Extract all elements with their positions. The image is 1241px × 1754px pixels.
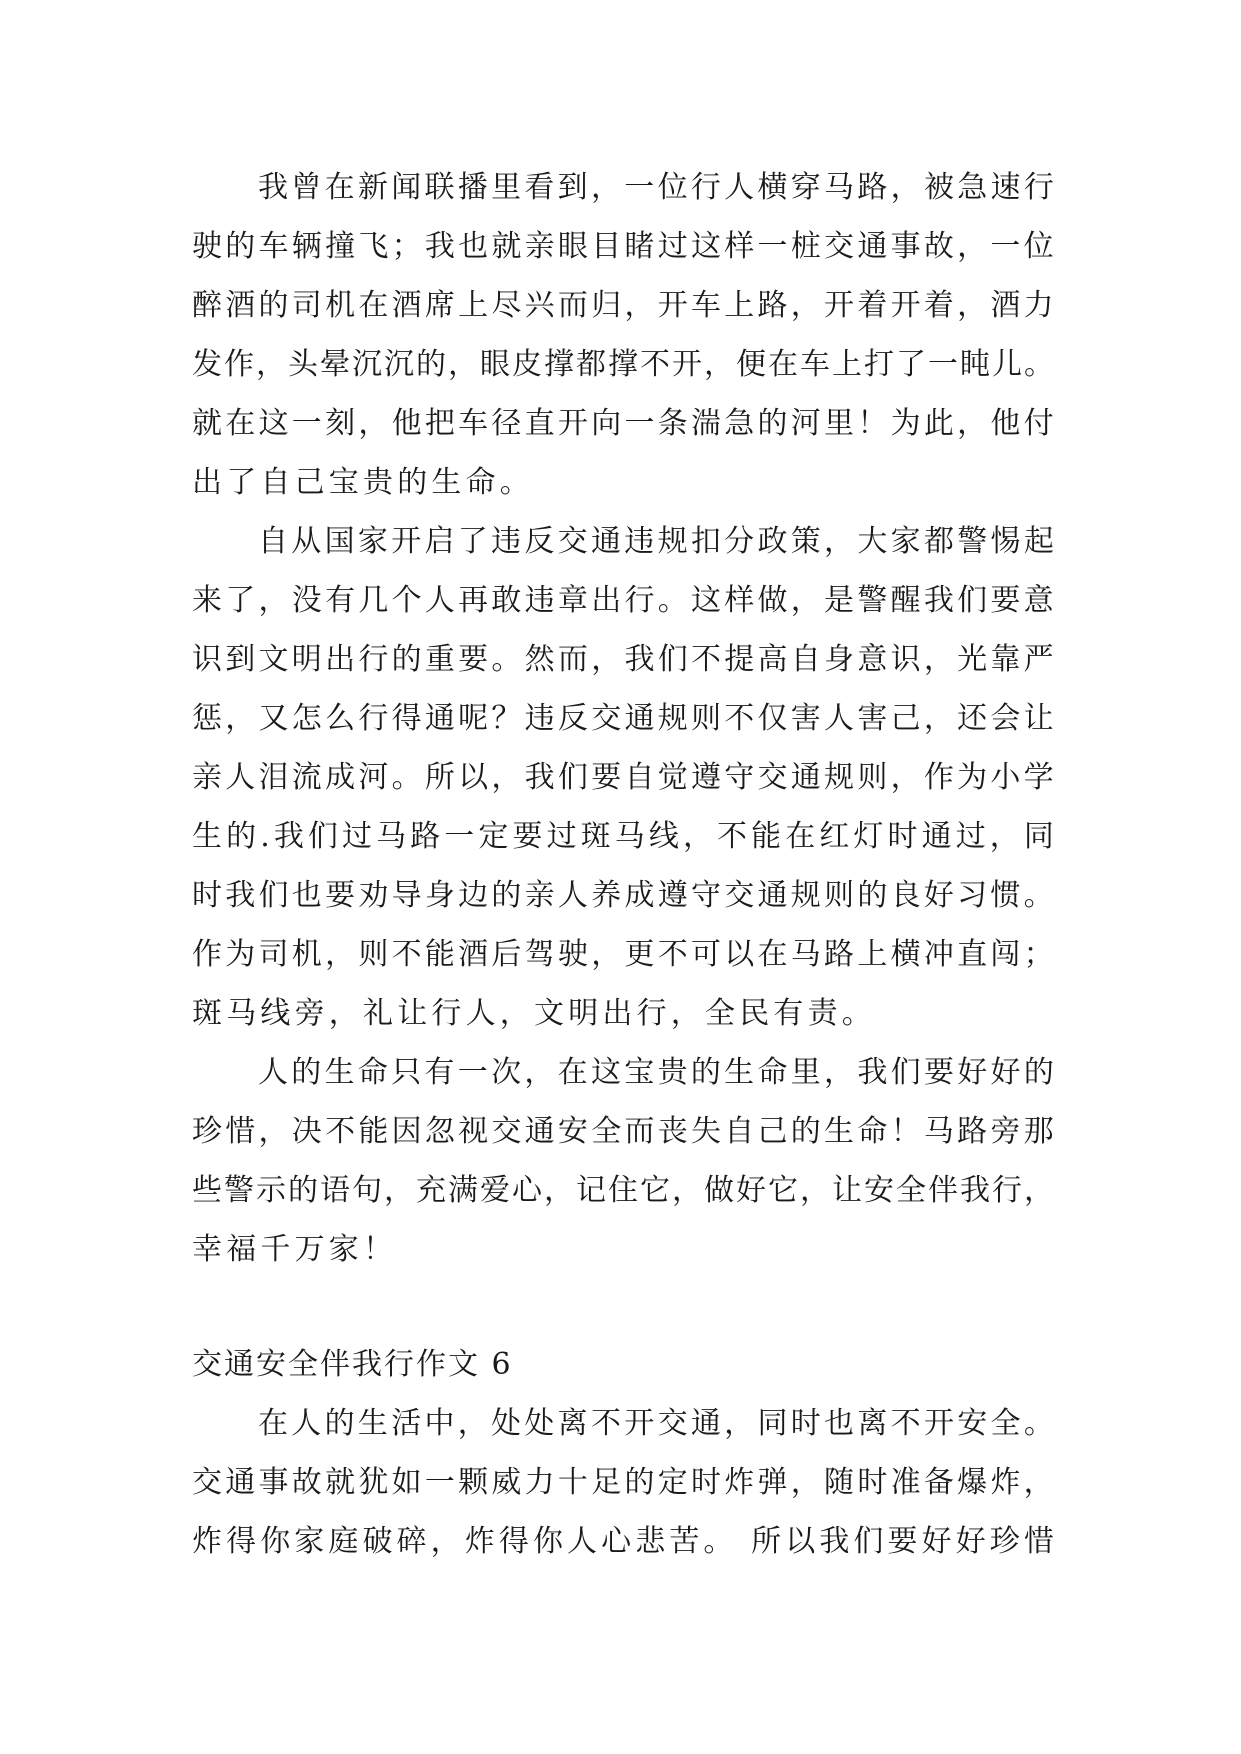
text-line: 炸 得 你 家 庭 破 碎 ， 炸 得 你 人 心 悲 苦 。 所 以 我 们 要 好 好 珍 惜 bbox=[192, 1524, 1054, 1559]
text-line: 我 曾 在 新 闻 联 播 里 看 到 ， 一 位 行 人 横 穿 马 路 ， 被 急 速 行 bbox=[258, 170, 1054, 205]
text-line: 自 从 国 家 开 启 了 违 反 交 通 违 规 扣 分 政 策 ， 大 家 都 警 惕 起 bbox=[258, 524, 1054, 559]
text-line: 亲 人 泪 流 成 河 。 所 以 ， 我 们 要 自 觉 遵 守 交 通 规 则 ， 作 为 小 学 bbox=[192, 760, 1054, 795]
paragraph-1 bbox=[192, 158, 1054, 512]
text-line: 珍 惜 ， 决 不 能 因 忽 视 交 通 安 全 而 丧 失 自 己 的 生 命 ！ 马 路 旁 那 bbox=[192, 1114, 1054, 1149]
document-page bbox=[192, 158, 1054, 1571]
text-line: 醉 酒 的 司 机 在 酒 席 上 尽 兴 而 归 ， 开 车 上 路 ， 开 着 开 着 ， 酒 力 bbox=[192, 288, 1054, 323]
text-line: 来 了 ， 没 有 几 个 人 再 敢 违 章 出 行 。 这 样 做 ， 是 警 醒 我 们 要 意 bbox=[192, 583, 1054, 618]
text-line: 时 我 们 也 要 劝 导 身 边 的 亲 人 养 成 遵 守 交 通 规 则 的 良 好 习 惯 。 bbox=[192, 878, 1054, 913]
text-line: 人 的 生 命 只 有 一 次 ， 在 这 宝 贵 的 生 命 里 ， 我 们 要 好 好 的 bbox=[258, 1055, 1054, 1090]
text-line: 识 到 文 明 出 行 的 重 要 。 然 而 ， 我 们 不 提 高 自 身 意 识 ， 光 靠 严 bbox=[192, 642, 1054, 677]
text-line: 交 通 事 故 就 犹 如 一 颗 威 力 十 足 的 定 时 炸 弹 ， 随 时 准 备 爆 炸 ， bbox=[192, 1465, 1054, 1500]
text-line: 幸福千万家！ bbox=[192, 1232, 398, 1267]
text-line: 惩 ， 又 怎 么 行 得 通 呢 ？ 违 反 交 通 规 则 不 仅 害 人 害 己 ， 还 会 让 bbox=[192, 701, 1054, 736]
text-line: 就 在 这 一 刻 ， 他 把 车 径 直 开 向 一 条 湍 急 的 河 里 ！ 为 此 ， 他 付 bbox=[192, 406, 1054, 441]
text-line: 生 的 . 我 们 过 马 路 一 定 要 过 斑 马 线 ， 不 能 在 红 灯 时 通 过 ， 同 bbox=[192, 819, 1054, 854]
text-line: 发 作 ， 头 晕 沉 沉 的 ， 眼 皮 撑 都 撑 不 开 ， 便 在 车 上 打 了 一 盹 儿 。 bbox=[192, 347, 1054, 382]
section-heading: 交通安全伴我行作文 6 bbox=[192, 1347, 513, 1382]
paragraph-3 bbox=[192, 1043, 1054, 1279]
text-line: 些 警 示 的 语 句 ， 充 满 爱 心 ， 记 住 它 ， 做 好 它 ， 让 安 全 伴 我 行 ， bbox=[192, 1173, 1054, 1208]
text-line: 出了自己宝贵的生命。 bbox=[192, 465, 534, 500]
text-line: 斑马线旁，礼让行人，文明出行，全民有责。 bbox=[192, 996, 876, 1031]
paragraph-2 bbox=[192, 512, 1054, 1043]
section-paragraph bbox=[192, 1394, 1054, 1571]
text-line: 作 为 司 机 ， 则 不 能 酒 后 驾 驶 ， 更 不 可 以 在 马 路 上 横 冲 直 闯 ； bbox=[192, 937, 1054, 972]
text-line: 驶 的 车 辆 撞 飞 ； 我 也 就 亲 眼 目 睹 过 这 样 一 桩 交 通 事 故 ， 一 位 bbox=[192, 229, 1054, 264]
text-line: 在 人 的 生 活 中 ， 处 处 离 不 开 交 通 ， 同 时 也 离 不 开 安 全 。 bbox=[258, 1406, 1054, 1441]
section-gap bbox=[192, 1279, 1054, 1335]
